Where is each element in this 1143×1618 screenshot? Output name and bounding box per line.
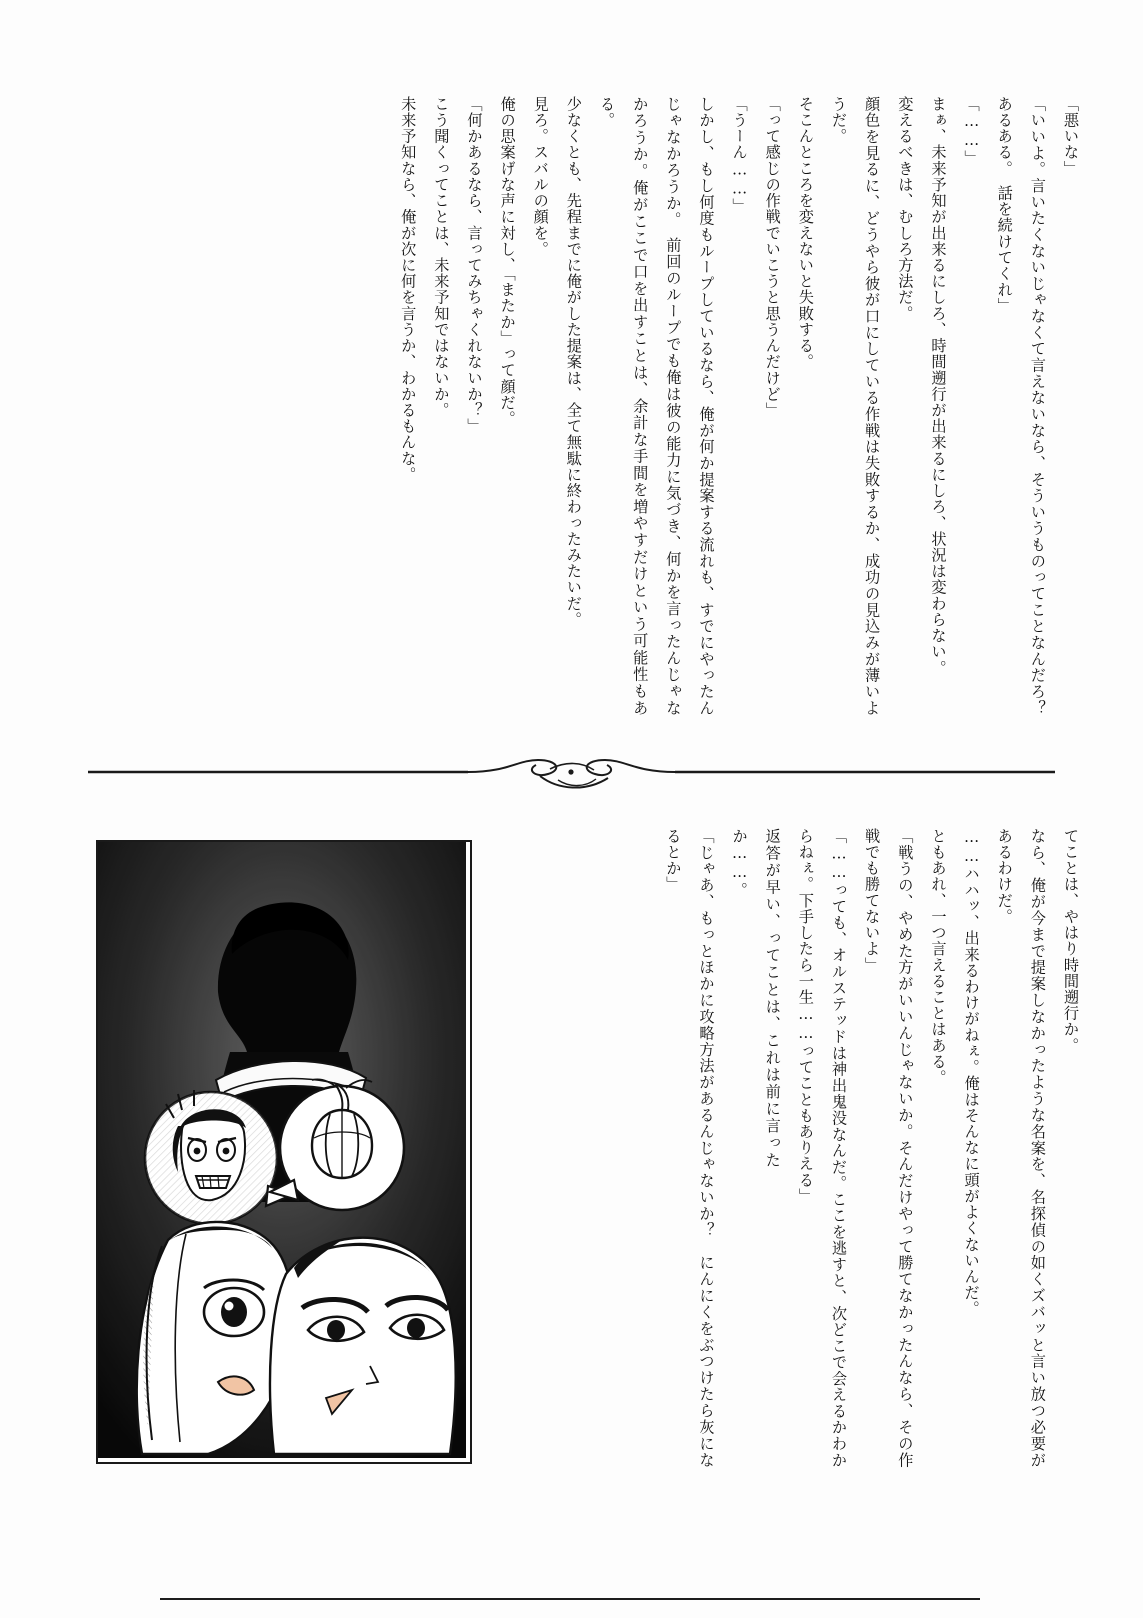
text-line: 俺の思案げな声に対し、「またか」って顔だ。 [498, 96, 517, 427]
manga-illustration-panel [96, 840, 472, 1464]
footer-rule [160, 1598, 980, 1600]
text-line: ともあれ、一つ言えることはある。 [929, 828, 948, 1086]
bottom-text-block [527, 828, 1087, 1468]
top-text-block [87, 96, 1087, 733]
text-line: ……ハハッ、出来るわけがねぇ。俺はそんなに頭がよくないんだ。 [962, 828, 981, 1317]
text-line: 「戦うの、やめた方がいいんじゃないか。そんだけやって勝てなかったんなら、その作戦でも勝てないよ」 [863, 828, 915, 1468]
text-line: そこんところを変えないと失敗する。 [796, 96, 815, 370]
text-line: 「じゃあ、もっとほかに攻略方法があるんじゃないか？ にんにくをぶつけたら灰になるとか」 [664, 828, 716, 1468]
text-line: まぁ、未来予知が出来るにしろ、時間遡行が出来るにしろ、状況は変わらない。 [929, 96, 948, 677]
text-line: 「……」 [962, 96, 981, 167]
text-line: 返答が早い、ってことは、これは前に言ったか……。 [730, 828, 782, 1168]
text-line: 「うーん……」 [730, 96, 749, 215]
illustration-artwork [98, 842, 466, 1458]
text-line: 「何かあるなら、言ってみちゃくれないか？」 [465, 96, 484, 435]
text-line: てことは、やはり時間遡行か。 [1062, 828, 1080, 1054]
ornamental-divider [88, 756, 1055, 798]
character-face-right [270, 1238, 456, 1454]
text-line: 「いいよ。言いたくないじゃなくて言えないなら、そういうものってことなんだろ？ あるある。 話を続けてくれ」 [995, 96, 1047, 733]
text-line: なら、俺が今まで提案しなかったような名案を、名探偵の如くズバッと言い放つ必要があるわけだ。 [995, 828, 1047, 1468]
text-line: こう聞くってことは、未来予知ではないか。 [432, 96, 451, 419]
text-line: 未来予知なら、俺が次に何を言うか、わかるもんな。 [399, 96, 418, 483]
text-line: 見ろ。スバルの顔を。 [531, 96, 550, 258]
text-line: 変えるべきは、むしろ方法だ。 [896, 96, 915, 322]
text-line: 顔色を見るに、どうやら彼が口にしている作戦は失敗するか、成功の見込みが薄いようだ。 [830, 96, 882, 716]
text-line: しかし、もし何度もループしているなら、俺が何か提案する流れも、すでにやったんじゃなかろうか。 前回のループでも俺は彼の能力に気づき、何かを言ったんじゃなかろうか。俺がここで口を出すことは、余計な手間を増やすだけという可能性もある。 [598, 96, 716, 716]
text-line: 「……っても、オルステッドは神出鬼没なんだ。ここを逃すと、次どこで会えるかわからねぇ。下手したら一生……ってこともありえる」 [796, 828, 849, 1468]
text-line: 「悪いな」 [1062, 96, 1080, 177]
text-line: 「って感じの作戦でいこうと思うんだけど」 [763, 96, 782, 419]
text-line: 少なくとも、先程までに俺がした提案は、全て無駄に終わったみたいだ。 [564, 96, 583, 628]
